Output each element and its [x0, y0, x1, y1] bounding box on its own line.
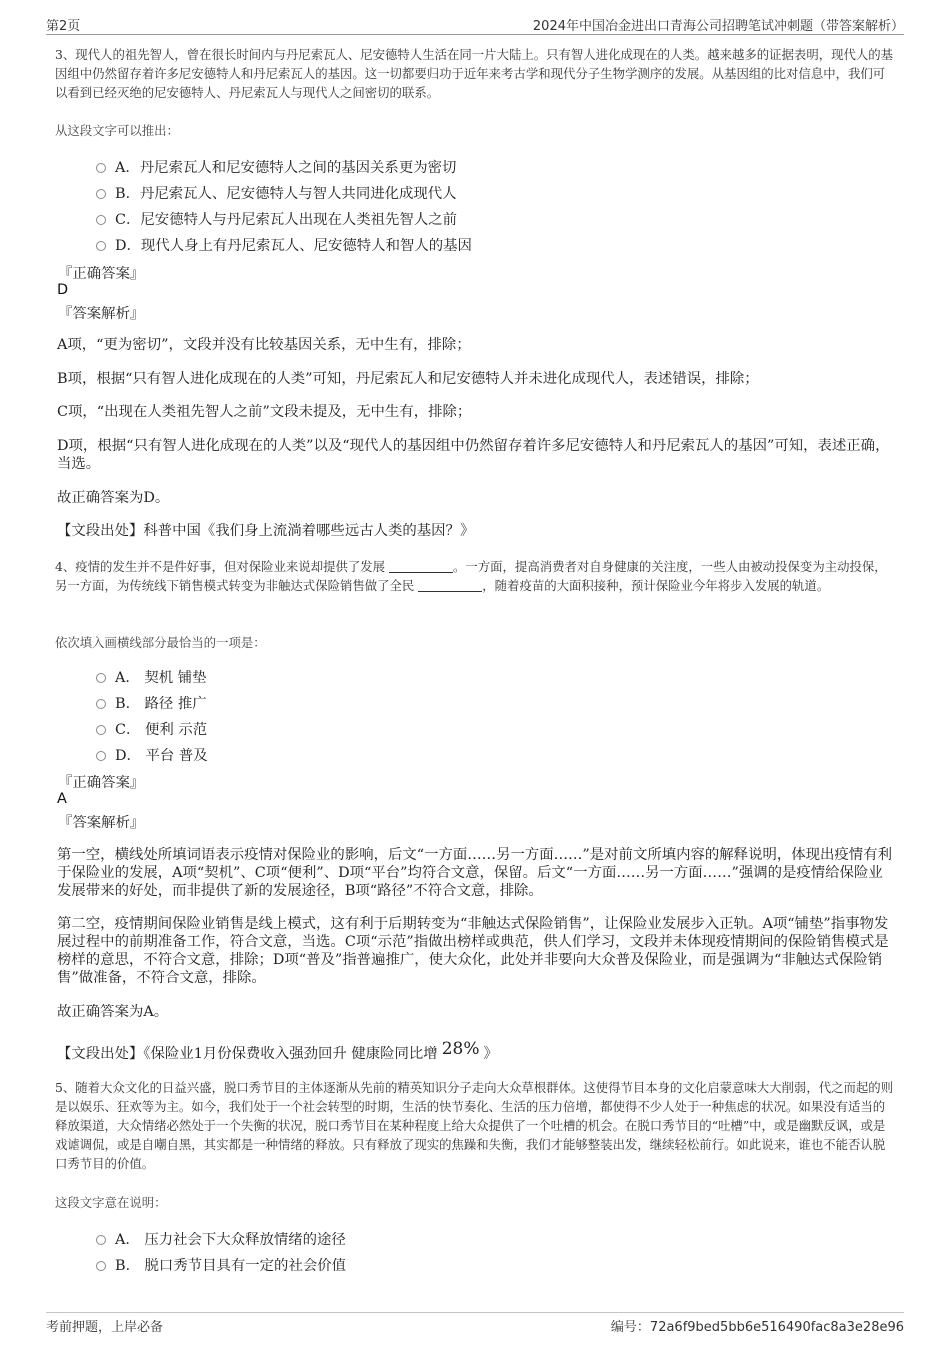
- q3-stem: 3、现代人的祖先智人，曾在很长时间内与丹尼索瓦人、尼安德特人生活在同一片大陆上。只有智人进化成现在的人类。越来越多的证据表明，现代人的基因组中仍然留存着许多尼安德特人和丹尼索瓦人的基因。这一切都要归功于近年来考古学和现代分子生物学测序的发展。从基因组的比对信息中，我们可以看到已经灭绝的尼安德特人、丹尼索瓦人与现代人之间密切的联系。: [55, 47, 894, 100]
- radio-icon[interactable]: [96, 673, 106, 683]
- q3-answer: D: [57, 282, 69, 298]
- q4-blank-2: [418, 579, 482, 592]
- q3-option-b[interactable]: B．丹尼索瓦人、尼安德特人与智人共同进化成现代人: [96, 182, 457, 204]
- q5-stem: 5、随着大众文化的日益兴盛，脱口秀节目的主体逐渐从先前的精英知识分子走向大众草根群体。这使得节目本身的文化启蒙意味大大削弱，代之而起的则是以娱乐、狂欢等为主。如今，我们处于一个社会转型的时期，生活的快节奏化、生活的压力倍增，都使得不少人处于一种焦虑的状况。如果没有适当的释放渠道，大众情绪必然处于一个失衡的状况，脱口秀节目在某种程度上给大众提供了一个吐槽的机会。在脱口秀节目的“吐槽”中，或是幽默反讽，或是戏谑调侃，或是自嘲自黑，其实都是一种情绪的释放。只有释放了现实的焦躁和失衡，我们才能够整装出发，继续轻松前行。如此说来，谁也不能否认脱口秀节目的价值。: [55, 1080, 894, 1171]
- q5-prompt: 这段文字意在说明：: [55, 1195, 167, 1210]
- radio-icon[interactable]: [96, 163, 106, 173]
- q3-answer-label: 『正确答案』: [58, 266, 145, 282]
- q4-blank-1: [389, 560, 453, 573]
- q4-stem: 4、疫情的发生并不是件好事，但对保险业来说却提供了发展 。一方面，提高消费者对自身健康的关注度，一些人由被动投保变为主动投保，另一方面，为传统线下销售模式转变为非触达式保险销售做了全民 ，随着疫苗的大面积接种，预计保险业今年将步入发展的轨道。: [55, 559, 887, 593]
- q3-analysis-a: A项，“更为密切”，文段并没有比较基因关系，无中生有，排除；: [57, 337, 471, 353]
- q3-conclusion: 故正确答案为D。: [57, 490, 170, 506]
- q4-answer-label: 『正确答案』: [58, 775, 145, 791]
- q3-source: 【文段出处】科普中国《我们身上流淌着哪些远古人类的基因？》: [57, 523, 475, 539]
- radio-icon[interactable]: [96, 1235, 106, 1245]
- radio-icon[interactable]: [96, 189, 106, 199]
- q3-analysis-label: 『答案解析』: [58, 306, 145, 322]
- q3-analysis-b: B项，根据“只有智人进化成现在的人类”可知，丹尼索瓦人和尼安德特人并未进化成现代人，表述错误，排除；: [57, 371, 759, 387]
- q4-option-d[interactable]: D． 平台 普及: [96, 744, 208, 766]
- q4-option-b[interactable]: B． 路径 推广: [96, 692, 207, 714]
- q4-analysis-blank-1: 第一空，横线处所填词语表示疫情对保险业的影响，后文“一方面……另一方面……”是对前文所填内容的解释说明，体现出疫情有利于保险业的发展，A项“契机”、C项“便利”、D项“平台”均符合文意，保留。后文“一方面……另一方面……”强调的是疫情给保险业发展带来的好处，而非提供了新的发展途径，B项“路径”不符合文意，排除。: [57, 847, 892, 899]
- radio-icon[interactable]: [96, 699, 106, 709]
- q4-prompt: 依次填入画横线部分最恰当的一项是：: [55, 635, 266, 650]
- q5-option-b[interactable]: B． 脱口秀节目具有一定的社会价值: [96, 1254, 346, 1276]
- q3-analysis-d: D项，根据“只有智人进化成现在的人类”以及“现代人的基因组中仍然留存着许多尼安德特人和丹尼索瓦人的基因”可知，表述正确，当选。: [57, 438, 890, 472]
- q4-analysis-blank-2: 第二空，疫情期间保险业销售是线上模式，这有利于后期转变为“非触达式保险销售”，让保险业发展步入正轨。A项“铺垫”指事物发展过程中的前期准备工作，符合文意，当选。C项“示范”指做出榜样或典范，供人们学习，文段并未体现疫情期间的保险销售模式是榜样的意思，不符合文意，排除；D项“普及”指普遍推广，使大众化，此处并非要向大众普及保险业，而是强调为“非触达式保险销售”做准备，不符合文意，排除。: [57, 916, 889, 986]
- page-footer: [46, 1312, 904, 1335]
- q4-source: 【文段出处】《保险业1月份保费收入强劲回升 健康险同比增 28% 》: [57, 1039, 498, 1062]
- q4-option-a[interactable]: A． 契机 铺垫: [96, 666, 207, 688]
- radio-icon[interactable]: [96, 725, 106, 735]
- q3-option-c[interactable]: C．尼安德特人与丹尼索瓦人出现在人类祖先智人之前: [96, 208, 457, 230]
- q4-option-c[interactable]: C． 便利 示范: [96, 718, 207, 740]
- document-title: 2024年中国冶金进出口青海公司招聘笔试冲刺题（带答案解析）: [532, 19, 904, 34]
- radio-icon[interactable]: [96, 215, 106, 225]
- q5-option-a[interactable]: A． 压力社会下大众释放情绪的途径: [96, 1228, 346, 1250]
- q4-answer: A: [57, 791, 67, 807]
- footer-slogan: 考前押题，上岸必备: [46, 1320, 164, 1335]
- q4-analysis-label: 『答案解析』: [58, 815, 145, 831]
- q4-source-number: 28%: [441, 1039, 480, 1059]
- radio-icon[interactable]: [96, 1261, 106, 1271]
- radio-icon[interactable]: [96, 751, 106, 761]
- q3-prompt: 从这段文字可以推出：: [55, 123, 179, 138]
- document-code: 编号：72a6f9bed5bb6e516490fac8a3e28e96: [610, 1320, 904, 1335]
- radio-icon[interactable]: [96, 241, 106, 251]
- q3-option-d[interactable]: D．现代人身上有丹尼索瓦人、尼安德特人和智人的基因: [96, 234, 472, 256]
- q4-conclusion: 故正确答案为A。: [57, 1004, 169, 1020]
- page-header: [46, 12, 904, 35]
- q3-analysis-c: C项，“出现在人类祖先智人之前”文段未提及，无中生有，排除；: [57, 404, 472, 420]
- page-number: 第2页: [46, 19, 81, 34]
- q3-option-a[interactable]: A．丹尼索瓦人和尼安德特人之间的基因关系更为密切: [96, 156, 456, 178]
